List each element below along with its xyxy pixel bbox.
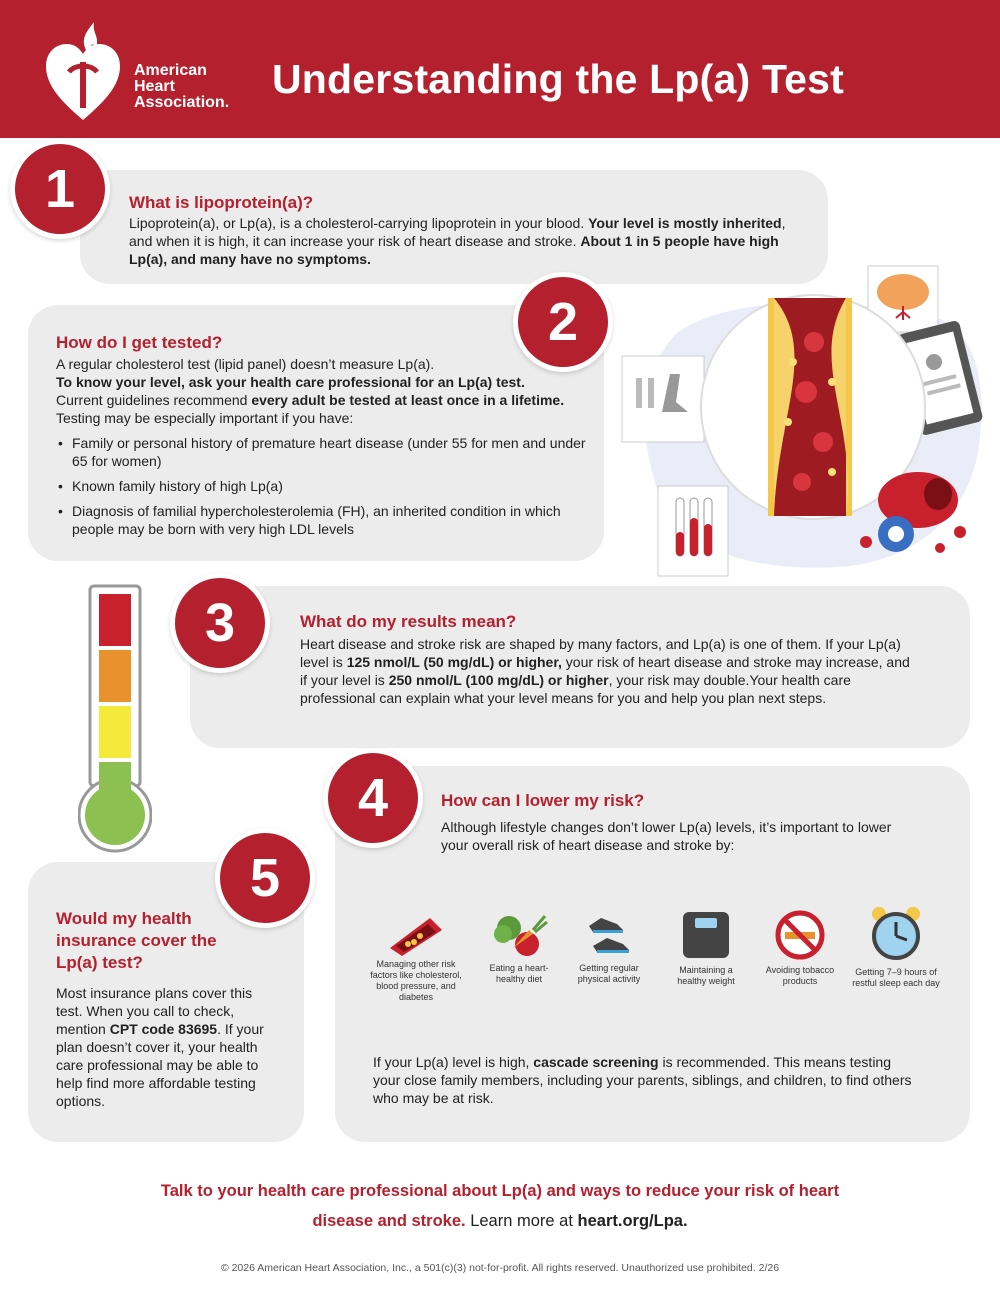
s2-bullet-list bbox=[56, 434, 596, 538]
lifestyle-label-diet: Eating a heart-healthy diet bbox=[489, 963, 549, 984]
s1-text-c: , and when it is high, it can increase your risk of heart disease and stroke. bbox=[129, 215, 786, 249]
s2-p3-b: every adult be tested at least once in a lifetime. bbox=[251, 392, 565, 408]
section-1-text bbox=[129, 214, 809, 268]
section-3-content bbox=[300, 612, 910, 707]
thermometer-risk-scale bbox=[78, 580, 152, 860]
section-5-text bbox=[56, 984, 282, 1110]
lifestyle-item-sleep bbox=[848, 904, 944, 989]
s5-text-a: Most insurance plans cover this test. When you call to check, mention bbox=[56, 985, 253, 1037]
list-item: • Family or personal history of premature heart disease (under 55 for men and under 65 for women) bbox=[56, 434, 596, 470]
s1-text-d: About 1 in 5 people have high Lp(a), and many have no symptoms. bbox=[129, 233, 779, 267]
cascade-text-a: If your Lp(a) level is high, bbox=[373, 1054, 534, 1070]
lifestyle-label-sleep: Getting 7–9 hours of restful sleep each day bbox=[852, 967, 940, 988]
section-2-number-badge: 2 bbox=[513, 272, 613, 372]
lifestyle-item-manage-risk bbox=[366, 912, 466, 1003]
thermo-yellow-segment bbox=[99, 706, 131, 758]
s2-p1: A regular cholesterol test (lipid panel) doesn’t measure Lp(a). bbox=[56, 356, 435, 372]
logo-line-heart: Heart bbox=[134, 78, 175, 95]
logo-line-association: Association. bbox=[134, 94, 230, 111]
section-3-number-badge: 3 bbox=[170, 573, 270, 673]
s3-text-e: , your risk may double.Your health care professional can explain what your level means for you and help you plan next steps. bbox=[300, 672, 851, 706]
artery-illustration bbox=[618, 262, 988, 580]
section-5-heading: Would my health insurance cover the Lp(a) test? bbox=[56, 909, 217, 972]
lifestyle-item-activity bbox=[572, 912, 646, 985]
header-bar bbox=[0, 0, 1000, 138]
lifestyle-label-activity: Getting regular physical activity bbox=[577, 963, 641, 984]
vegetables-icon bbox=[489, 908, 549, 960]
lifestyle-label-manage-risk: Managing other risk factors like cholesterol, blood pressure, and diabetes bbox=[370, 959, 462, 1002]
aha-heart-torch-logo-icon bbox=[42, 20, 124, 124]
section-4-heading: How can I lower my risk? bbox=[441, 791, 645, 810]
section-2-content bbox=[56, 333, 596, 538]
section-3-text bbox=[300, 635, 910, 707]
no-smoking-icon bbox=[773, 908, 827, 962]
lifestyle-label-tobacco: Avoiding tobacco products bbox=[765, 965, 835, 986]
lifestyle-item-diet bbox=[484, 908, 554, 985]
lifestyle-item-weight bbox=[664, 908, 748, 987]
section-1-number-badge: 1 bbox=[10, 139, 110, 239]
s3-text-c: your risk of heart disease and stroke may increase, and if your level is bbox=[300, 654, 910, 688]
s3-text-a: Heart disease and stroke risk are shaped by many factors, and Lp(a) is one of them. If your Lp(a) level is bbox=[300, 636, 901, 670]
cascade-text-b: cascade screening bbox=[533, 1054, 659, 1070]
scale-icon bbox=[679, 908, 733, 962]
s5-text-c: . If your plan doesn’t cover it, your health care professional may be able to help find more affordable testing options. bbox=[56, 1021, 264, 1109]
alarm-clock-icon bbox=[867, 904, 925, 964]
s1-text-a: Lipoprotein(a), or Lp(a), is a cholesterol-carrying lipoprotein in your blood. bbox=[129, 215, 589, 231]
s2-p2 bbox=[56, 373, 596, 391]
s2-p3 bbox=[56, 391, 596, 427]
s3-text-b: 125 nmol/L (50 mg/dL) or higher, bbox=[346, 654, 562, 670]
section-1-heading: What is lipoprotein(a)? bbox=[129, 193, 314, 212]
logo-line-american: American bbox=[134, 62, 207, 79]
thermo-orange-segment bbox=[99, 650, 131, 702]
section-4-intro: Although lifestyle changes don’t lower Lp(a) levels, it’s important to lower your overall risk of heart disease and stroke by: bbox=[441, 819, 892, 853]
artery-icon bbox=[386, 912, 446, 956]
footer-link-heart-org[interactable]: heart.org/Lpa. bbox=[577, 1212, 688, 1230]
sneakers-icon bbox=[583, 912, 635, 960]
s3-text-d: 250 nmol/L (100 mg/dL) or higher bbox=[388, 672, 609, 688]
s2-p3-a: Current guidelines recommend bbox=[56, 392, 252, 408]
lifestyle-item-tobacco bbox=[758, 908, 842, 987]
cascade-screening-text bbox=[373, 1053, 913, 1107]
section-3-heading: What do my results mean? bbox=[300, 612, 517, 631]
footer-cta-line-1: Talk to your health care professional about Lp(a) and ways to reduce your risk of heart bbox=[160, 1182, 840, 1200]
page-title: Understanding the Lp(a) Test bbox=[272, 56, 845, 102]
aha-logo-text bbox=[134, 63, 229, 111]
list-item: • Known family history of high Lp(a) bbox=[56, 477, 596, 495]
footer-learn-more: Learn more at bbox=[465, 1212, 578, 1230]
s2-p3-c: Testing may be especially important if you have: bbox=[56, 410, 354, 426]
s5-text-b: CPT code 83695 bbox=[109, 1021, 218, 1037]
copyright-notice: © 2026 American Heart Association, Inc., a 501(c)(3) not-for-profit. All rights reserved. Unauthorized use prohibited. 2/26 bbox=[220, 1262, 780, 1274]
s2-p2-bold: To know your level, ask your health care professional for an Lp(a) test. bbox=[56, 374, 525, 390]
list-item: • Diagnosis of familial hypercholesterolemia (FH), an inherited condition in which people may be born with very high LDL levels bbox=[56, 502, 596, 538]
lifestyle-label-weight: Maintaining a healthy weight bbox=[677, 965, 735, 986]
section-2-heading: How do I get tested? bbox=[56, 333, 223, 352]
section-4-number-badge: 4 bbox=[323, 748, 423, 848]
s1-text-b: Your level is mostly inherited bbox=[588, 215, 782, 231]
cascade-text-c: is recommended. This means testing your close family members, including your parents, siblings, and children, to find others who may be at risk. bbox=[373, 1054, 912, 1106]
footer-cta-line-2 bbox=[0, 1212, 1000, 1231]
footer-cta-emphasis: disease and stroke. bbox=[312, 1212, 466, 1230]
section-5-number-badge: 5 bbox=[215, 828, 315, 928]
thermo-red-segment bbox=[99, 594, 131, 646]
